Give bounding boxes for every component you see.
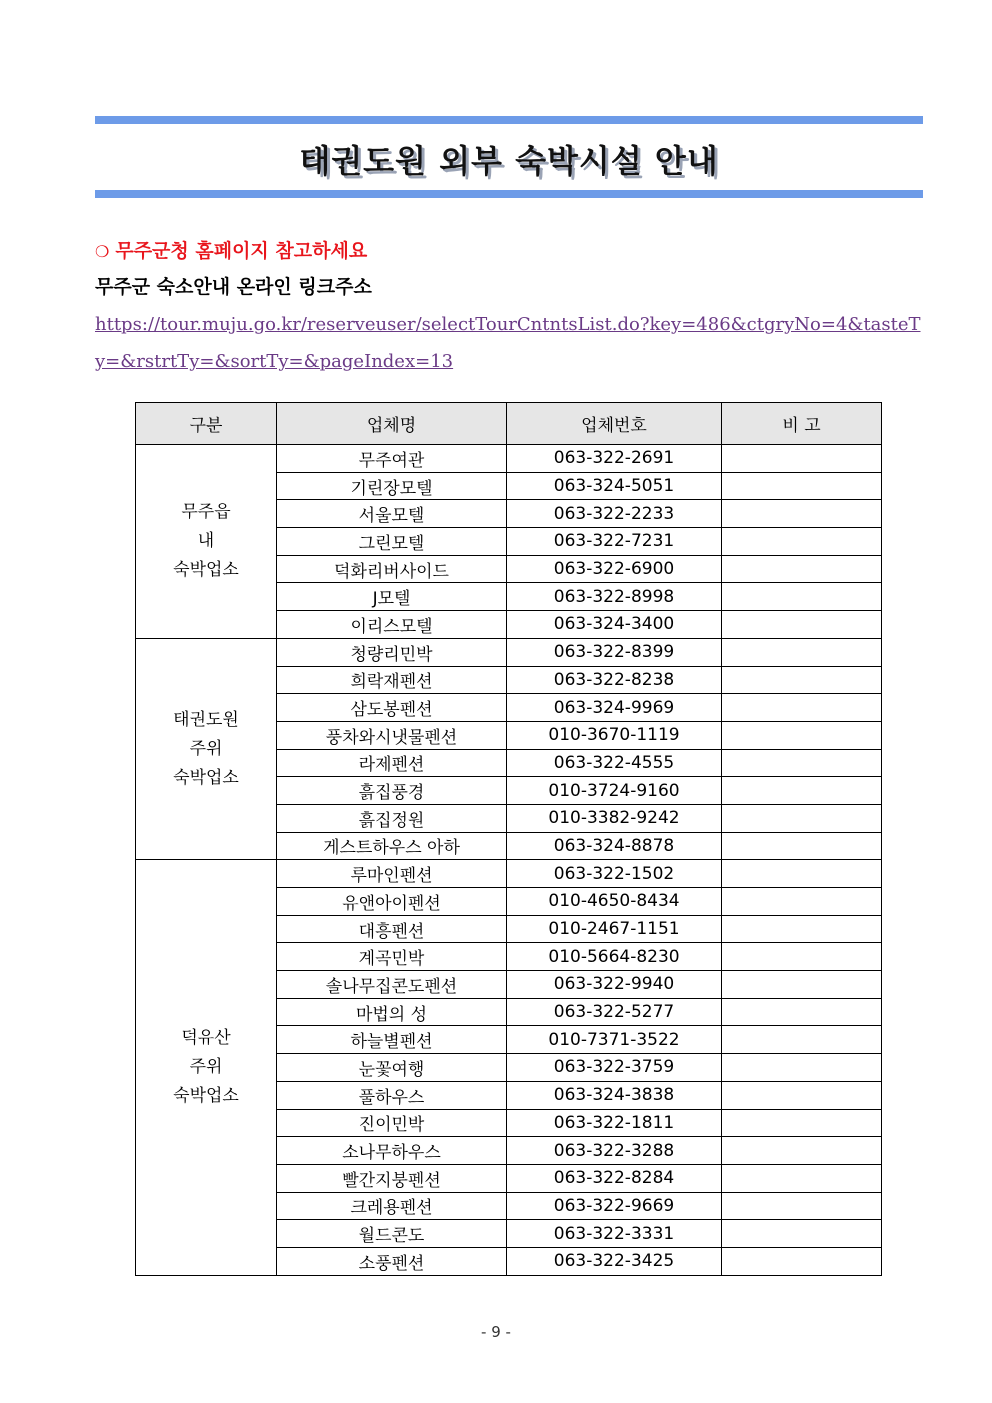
phone-cell: 063-322-7231 bbox=[507, 528, 722, 556]
phone-cell: 063-322-4555 bbox=[507, 749, 722, 777]
group-label-line: 숙박업소 bbox=[173, 559, 239, 580]
phone-cell: 063-322-2691 bbox=[507, 445, 722, 473]
remarks-cell bbox=[722, 1247, 882, 1275]
notice-line bbox=[95, 236, 367, 263]
remarks-cell bbox=[722, 777, 882, 805]
phone-cell: 010-7371-3522 bbox=[507, 1026, 722, 1054]
group-label bbox=[136, 445, 277, 639]
business-name-cell: 대흥펜션 bbox=[277, 915, 507, 943]
phone-cell: 063-322-3331 bbox=[507, 1220, 722, 1248]
remarks-cell bbox=[722, 1137, 882, 1165]
remarks-cell bbox=[722, 583, 882, 611]
phone-cell: 063-324-3400 bbox=[507, 611, 722, 639]
phone-cell: 063-324-8878 bbox=[507, 832, 722, 860]
business-name-cell: 유앤아이펜션 bbox=[277, 888, 507, 916]
phone-cell: 063-324-3838 bbox=[507, 1081, 722, 1109]
phone-cell: 063-322-6900 bbox=[507, 555, 722, 583]
group-label-line: 내 bbox=[197, 530, 215, 551]
phone-cell: 063-322-9669 bbox=[507, 1192, 722, 1220]
remarks-cell bbox=[722, 860, 882, 888]
phone-cell: 063-322-2233 bbox=[507, 500, 722, 528]
business-name-cell: 소나무하우스 bbox=[277, 1137, 507, 1165]
remarks-cell bbox=[722, 721, 882, 749]
phone-cell: 063-322-9940 bbox=[507, 971, 722, 999]
business-name-cell: 빨간지붕펜션 bbox=[277, 1164, 507, 1192]
group-label-line: 주위 bbox=[189, 1056, 223, 1077]
business-name-cell: 풀하우스 bbox=[277, 1081, 507, 1109]
group-label bbox=[136, 860, 277, 1275]
business-name-cell: 이리스모텔 bbox=[277, 611, 507, 639]
phone-cell: 063-322-3288 bbox=[507, 1137, 722, 1165]
header-business-name: 업체명 bbox=[277, 403, 507, 445]
business-name-cell: 그린모텔 bbox=[277, 528, 507, 556]
phone-cell: 010-2467-1151 bbox=[507, 915, 722, 943]
header-remarks: 비 고 bbox=[722, 403, 882, 445]
group-label-line: 숙박업소 bbox=[173, 767, 239, 788]
table-body bbox=[136, 445, 882, 1276]
business-name-cell: 서울모텔 bbox=[277, 500, 507, 528]
remarks-cell bbox=[722, 1192, 882, 1220]
header-category: 구분 bbox=[136, 403, 277, 445]
remarks-cell bbox=[722, 638, 882, 666]
remarks-cell bbox=[722, 943, 882, 971]
remarks-cell bbox=[722, 749, 882, 777]
remarks-cell bbox=[722, 611, 882, 639]
business-name-cell: 눈꽃여행 bbox=[277, 1054, 507, 1082]
business-name-cell: 소풍펜션 bbox=[277, 1247, 507, 1275]
title-top-rule bbox=[95, 116, 923, 124]
phone-cell: 063-322-1811 bbox=[507, 1109, 722, 1137]
business-name-cell: 월드콘도 bbox=[277, 1220, 507, 1248]
business-name-cell: 게스트하우스 아하 bbox=[277, 832, 507, 860]
group-label-line: 태권도원 bbox=[173, 709, 239, 730]
phone-cell: 063-322-8238 bbox=[507, 666, 722, 694]
phone-cell: 063-322-3759 bbox=[507, 1054, 722, 1082]
phone-cell: 010-4650-8434 bbox=[507, 888, 722, 916]
remarks-cell bbox=[722, 666, 882, 694]
remarks-cell bbox=[722, 1026, 882, 1054]
business-name-cell: 계곡민박 bbox=[277, 943, 507, 971]
group-label-line: 숙박업소 bbox=[173, 1085, 239, 1106]
title-bottom-rule bbox=[95, 190, 923, 198]
phone-cell: 010-3724-9160 bbox=[507, 777, 722, 805]
remarks-cell bbox=[722, 1081, 882, 1109]
table-row bbox=[136, 638, 882, 666]
business-name-cell: 무주여관 bbox=[277, 445, 507, 473]
remarks-cell bbox=[722, 528, 882, 556]
business-name-cell: 루마인펜션 bbox=[277, 860, 507, 888]
remarks-cell bbox=[722, 998, 882, 1026]
business-name-cell: 덕화리버사이드 bbox=[277, 555, 507, 583]
remarks-cell bbox=[722, 472, 882, 500]
table-header-row bbox=[136, 403, 882, 445]
phone-cell: 063-322-3425 bbox=[507, 1247, 722, 1275]
phone-cell: 010-3382-9242 bbox=[507, 804, 722, 832]
business-name-cell: 흙집풍경 bbox=[277, 777, 507, 805]
accommodation-table bbox=[135, 402, 882, 1276]
remarks-cell bbox=[722, 915, 882, 943]
phone-cell: 063-322-8284 bbox=[507, 1164, 722, 1192]
business-name-cell: 하늘별펜션 bbox=[277, 1026, 507, 1054]
business-name-cell: 크레용펜션 bbox=[277, 1192, 507, 1220]
business-name-cell: 진이민박 bbox=[277, 1109, 507, 1137]
phone-cell: 010-5664-8230 bbox=[507, 943, 722, 971]
business-name-cell: J모텔 bbox=[277, 583, 507, 611]
business-name-cell: 솔나무집콘도펜션 bbox=[277, 971, 507, 999]
business-name-cell: 흙집정원 bbox=[277, 804, 507, 832]
table-row bbox=[136, 445, 882, 473]
business-name-cell: 삼도봉펜션 bbox=[277, 694, 507, 722]
group-label bbox=[136, 638, 277, 860]
remarks-cell bbox=[722, 1164, 882, 1192]
remarks-cell bbox=[722, 555, 882, 583]
phone-cell: 063-322-8998 bbox=[507, 583, 722, 611]
circle-bullet-icon: ❍ bbox=[95, 242, 110, 261]
accommodation-link[interactable]: https://tour.muju.go.kr/reserveuser/selectTourCntntsList.do?key=486&ctgryNo=4&tasteTy=&rstrtTy=&sortTy=&pageIndex=13 bbox=[95, 314, 921, 372]
remarks-cell bbox=[722, 500, 882, 528]
remarks-cell bbox=[722, 804, 882, 832]
remarks-cell bbox=[722, 1220, 882, 1248]
business-name-cell: 희락재펜션 bbox=[277, 666, 507, 694]
business-name-cell: 라제펜션 bbox=[277, 749, 507, 777]
remarks-cell bbox=[722, 1054, 882, 1082]
remarks-cell bbox=[722, 832, 882, 860]
phone-cell: 063-324-9969 bbox=[507, 694, 722, 722]
remarks-cell bbox=[722, 888, 882, 916]
remarks-cell bbox=[722, 971, 882, 999]
phone-cell: 063-322-1502 bbox=[507, 860, 722, 888]
business-name-cell: 기린장모텔 bbox=[277, 472, 507, 500]
header-phone: 업체번호 bbox=[507, 403, 722, 445]
notice-text: 무주군청 홈페이지 참고하세요 bbox=[115, 240, 368, 262]
group-label-line: 주위 bbox=[189, 738, 223, 759]
business-name-cell: 마법의 성 bbox=[277, 998, 507, 1026]
group-label-line: 무주읍 bbox=[181, 501, 231, 522]
phone-cell: 010-3670-1119 bbox=[507, 721, 722, 749]
link-subheading: 무주군 숙소안내 온라인 링크주소 bbox=[95, 276, 372, 298]
remarks-cell bbox=[722, 445, 882, 473]
business-name-cell: 청량리민박 bbox=[277, 638, 507, 666]
remarks-cell bbox=[722, 1109, 882, 1137]
table-row bbox=[136, 860, 882, 888]
phone-cell: 063-322-8399 bbox=[507, 638, 722, 666]
business-name-cell: 풍차와시냇물펜션 bbox=[277, 721, 507, 749]
phone-cell: 063-322-5277 bbox=[507, 998, 722, 1026]
phone-cell: 063-324-5051 bbox=[507, 472, 722, 500]
group-label-line: 덕유산 bbox=[181, 1027, 231, 1048]
page-number: - 9 - bbox=[481, 1323, 511, 1341]
page-title: 태권도원 외부 숙박시설 안내 bbox=[299, 142, 719, 180]
remarks-cell bbox=[722, 694, 882, 722]
